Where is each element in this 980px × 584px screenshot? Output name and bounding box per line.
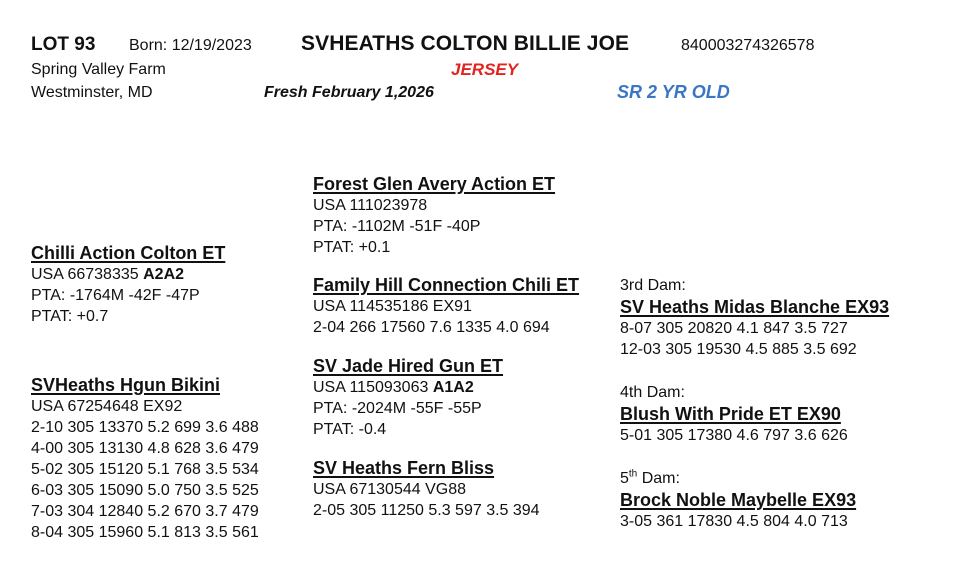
sire-registration: USA 66738335 A2A2	[31, 266, 185, 283]
dam-sire-ptat: PTAT: -0.4	[313, 421, 387, 438]
sire-sire-block	[313, 173, 555, 258]
fourth-dam-name: Blush With Pride ET EX90	[620, 404, 841, 424]
sire-ptat: PTAT: +0.7	[31, 308, 109, 325]
fourth-dam-label: 4th Dam:	[620, 384, 685, 401]
fifth-dam-label: 5th Dam:	[620, 468, 680, 487]
dam-dam-record: 2-05 305 11250 5.3 597 3.5 394	[313, 502, 540, 519]
fifth-dam-block	[620, 468, 856, 532]
dam-block	[31, 374, 259, 543]
sire-pta: PTA: -1764M -42F -47P	[31, 287, 200, 304]
sire-sire-registration: USA 111023978	[313, 197, 428, 214]
fourth-dam-record: 5-01 305 17380 4.6 797 3.6 626	[620, 427, 848, 444]
dam-record: 6-03 305 15090 5.0 750 3.5 525	[31, 482, 259, 499]
third-dam-record: 12-03 305 19530 4.5 885 3.5 692	[620, 341, 857, 358]
dam-dam-block	[313, 457, 540, 521]
dam-registration: USA 67254648 EX92	[31, 398, 183, 415]
sire-sire-ptat: PTAT: +0.1	[313, 239, 391, 256]
sire-name: Chilli Action Colton ET	[31, 243, 226, 263]
dam-sire-block	[313, 355, 503, 440]
third-dam-label: 3rd Dam:	[620, 277, 686, 294]
lot-number: LOT 93	[31, 34, 96, 55]
sire-dam-registration: USA 114535186 EX91	[313, 298, 472, 315]
dam-name: SVHeaths Hgun Bikini	[31, 375, 221, 395]
sire-dam-name: Family Hill Connection Chili ET	[313, 275, 580, 295]
dam-sire-name: SV Jade Hired Gun ET	[313, 356, 504, 376]
fifth-dam-name: Brock Noble Maybelle EX93	[620, 490, 857, 510]
sire-genetic: A2A2	[143, 266, 185, 283]
age-class: SR 2 YR OLD	[617, 82, 730, 102]
sire-sire-name: Forest Glen Avery Action ET	[313, 174, 556, 194]
dam-record: 8-04 305 15960 5.1 813 3.5 561	[31, 524, 259, 541]
dam-record: 4-00 305 13130 4.8 628 3.6 479	[31, 440, 259, 457]
fifth-dam-record: 3-05 361 17830 4.5 804 4.0 713	[620, 513, 848, 530]
sire-sire-pta: PTA: -1102M -51F -40P	[313, 218, 481, 235]
dam-sire-pta: PTA: -2024M -55F -55P	[313, 400, 482, 417]
breed: JERSEY	[451, 60, 519, 79]
dam-dam-registration: USA 67130544 VG88	[313, 481, 467, 498]
dam-sire-registration: USA 115093063 A1A2	[313, 379, 474, 396]
dam-record: 5-02 305 15120 5.1 768 3.5 534	[31, 461, 259, 478]
fresh-date: Fresh February 1,2026	[264, 84, 434, 101]
sire-block	[31, 242, 225, 327]
sire-dam-block	[313, 274, 579, 338]
farm-name: Spring Valley Farm	[31, 61, 166, 78]
third-dam-record: 8-07 305 20820 4.1 847 3.5 727	[620, 320, 848, 337]
third-dam-name: SV Heaths Midas Blanche EX93	[620, 297, 890, 317]
fourth-dam-block	[620, 382, 848, 446]
dam-dam-name: SV Heaths Fern Bliss	[313, 458, 495, 478]
dam-record: 2-10 305 13370 5.2 699 3.6 488	[31, 419, 259, 436]
birth-date: Born: 12/19/2023	[129, 37, 252, 54]
third-dam-block	[620, 275, 889, 360]
farm-location: Westminster, MD	[31, 84, 153, 101]
animal-name: SVHEATHS COLTON BILLIE JOE	[301, 32, 630, 55]
dam-record: 7-03 304 12840 5.2 670 3.7 479	[31, 503, 259, 520]
registration-number: 840003274326578	[681, 37, 815, 54]
dam-sire-genetic: A1A2	[432, 379, 474, 396]
sire-dam-record: 2-04 266 17560 7.6 1335 4.0 694	[313, 319, 550, 336]
